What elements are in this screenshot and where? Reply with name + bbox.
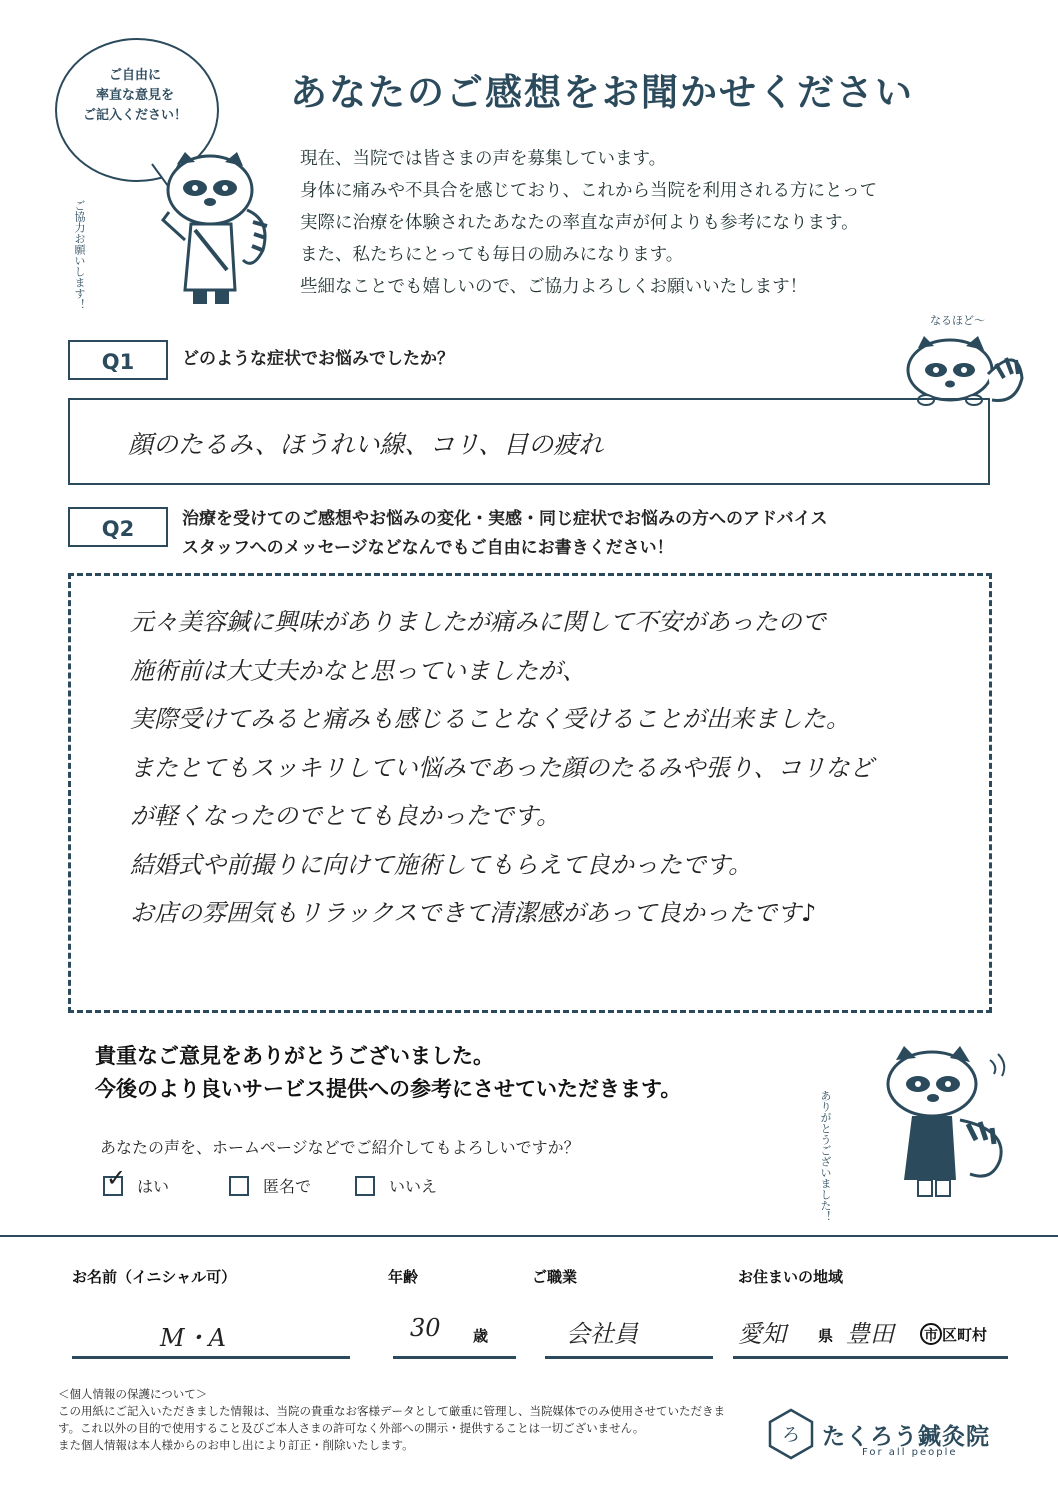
privacy-notice xyxy=(58,1386,728,1454)
name-underline xyxy=(72,1356,350,1359)
checkbox[interactable] xyxy=(229,1176,249,1196)
area-label: お住まいの地域 xyxy=(738,1268,844,1286)
side-note-thanks: ありがとうございました！ xyxy=(819,1090,832,1222)
q2-answer-line: 元々美容鍼に興味がありましたが痛みに関して不安があったので xyxy=(130,608,826,636)
clinic-tagline: For all people xyxy=(862,1447,958,1458)
name-value[interactable]: M・A xyxy=(160,1324,226,1352)
prefecture-unit: 県 xyxy=(818,1327,834,1345)
q2-question xyxy=(182,505,828,563)
intro-line: 身体に痛みや不具合を感じており、これから当院を利用される方にとって xyxy=(300,181,878,201)
intro-line: また、私たちにとっても毎日の励みになります。 xyxy=(300,245,684,265)
section-divider xyxy=(0,1235,1058,1237)
checkbox[interactable] xyxy=(355,1176,375,1196)
bubble-line: ご記入ください！ xyxy=(82,108,187,123)
consent-option-yes[interactable] xyxy=(103,1163,170,1197)
bubble-line: ご自由に xyxy=(108,68,161,83)
checkbox-checked[interactable] xyxy=(103,1163,127,1196)
intro-line: 些細なことでも嬉しいので、ご協力よろしくお願いいたします！ xyxy=(300,277,808,297)
job-label: ご職業 xyxy=(532,1268,578,1286)
bubble-line: 率直な意見を xyxy=(95,88,174,103)
intro-line: 実際に治療を体験されたあなたの率直な声が何よりも参考になります。 xyxy=(300,213,859,233)
q1-label: Q1 xyxy=(68,340,168,380)
q2-answer-line: 施術前は大丈夫かなと思っていましたが、 xyxy=(130,656,586,685)
q1-question: どのような症状でお悩みでしたか？ xyxy=(182,349,454,369)
prefecture-value[interactable]: 愛知 xyxy=(738,1320,786,1348)
privacy-line: この用紙にご記入いただきました情報は、当院の貴重なお客様データとして厳重に管理し、当院媒体でのみ使用させていただきます。これ以外の目的で使用すること及びご本人さまの許可なく外部への開示・提供することは一切ございません。 xyxy=(58,1404,725,1435)
q1-note: なるほど～ xyxy=(930,314,985,327)
city-unit xyxy=(920,1323,987,1345)
q2-answer-line: 実際受けてみると痛みも感じることなく受けることが出来ました。 xyxy=(130,705,850,733)
privacy-line: また個人情報は本人様からのお申し出により訂正・削除いたします。 xyxy=(58,1438,414,1452)
city-value[interactable]: 豊田 xyxy=(846,1320,894,1348)
q1-answer: 顔のたるみ、ほうれい線、コリ、目の疲れ xyxy=(128,430,604,459)
q2-answer xyxy=(130,598,874,938)
q2-answer-line: 結婚式や前撮りに向けて施術してもらえて良かったです。 xyxy=(130,850,753,879)
raccoon-mascot-icon xyxy=(155,150,285,310)
clinic-name: たくろう鍼灸院 xyxy=(822,1424,990,1450)
job-value[interactable]: 会社員 xyxy=(566,1320,638,1348)
name-label: お名前（イニシャル可） xyxy=(72,1268,237,1286)
consent-option-label: はい xyxy=(137,1177,170,1196)
intro-line: 現在、当院では皆さまの声を募集しています。 xyxy=(300,149,667,169)
thanks-line: 貴重なご意見をありがとうございました。 xyxy=(95,1044,494,1068)
age-value[interactable]: 30 xyxy=(410,1314,441,1342)
checkmark-icon: ✓ xyxy=(106,1163,127,1192)
clinic-logo-icon xyxy=(768,1408,814,1460)
age-unit: 歳 xyxy=(473,1327,489,1345)
q2-label: Q2 xyxy=(68,507,168,547)
side-note-cooperation: ご協力お願いします！ xyxy=(73,200,86,310)
job-underline xyxy=(545,1356,713,1359)
thanks-message xyxy=(95,1040,681,1106)
q2-answer-line: が軽くなったのでとても良かったです。 xyxy=(130,802,561,830)
age-label: 年齢 xyxy=(388,1268,419,1286)
consent-option-label: いいえ xyxy=(389,1177,438,1196)
q2-answer-line: お店の雰囲気もリラックスできて清潔感があって良かったです♪ xyxy=(130,899,817,927)
age-underline xyxy=(393,1356,516,1359)
thanks-line: 今後のより良いサービス提供への参考にさせていただきます。 xyxy=(95,1077,682,1101)
consent-question: あなたの声を、ホームページなどでご紹介してもよろしいですか？ xyxy=(100,1138,580,1157)
area-underline xyxy=(733,1356,1008,1359)
city-unit-rest: 区町村 xyxy=(942,1325,988,1344)
privacy-heading: ＜個人情報の保護について＞ xyxy=(58,1387,208,1401)
consent-option-anonymous[interactable] xyxy=(229,1174,311,1197)
city-unit-circled: 市 xyxy=(920,1323,942,1345)
raccoon-bowing-icon xyxy=(860,1040,1020,1210)
consent-option-no[interactable] xyxy=(355,1174,437,1197)
q2-question-line: スタッフへのメッセージなどなんでもご自由にお書きください！ xyxy=(182,538,674,558)
intro-text xyxy=(300,143,877,303)
consent-option-label: 匿名で xyxy=(263,1177,312,1196)
logo-mark: ろ xyxy=(782,1425,800,1446)
q2-answer-line: またとてもスッキリしてい悩みであった顔のたるみや張り、コリなど xyxy=(130,753,874,782)
speech-bubble-text xyxy=(60,66,210,126)
page-title: あなたのご感想をお聞かせください xyxy=(290,71,914,114)
q2-question-line: 治療を受けてのご感想やお悩みの変化・実感・同じ症状でお悩みの方へのアドバイス xyxy=(182,509,828,529)
